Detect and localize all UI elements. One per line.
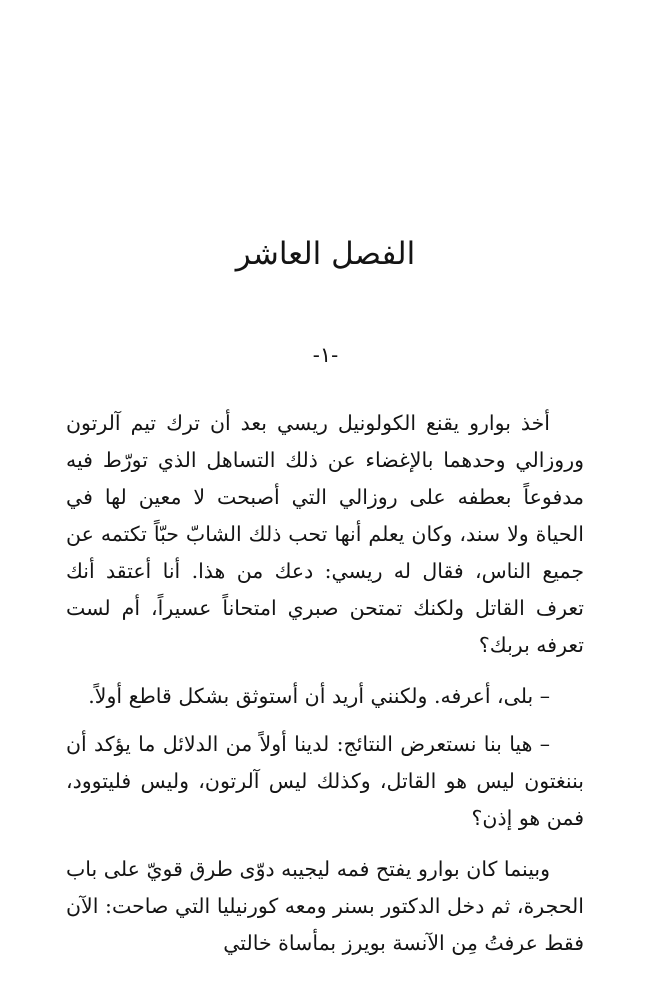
chapter-title: الفصل العاشر bbox=[235, 236, 416, 272]
paragraph: أخذ بوارو يقنع الكولونيل ريسي بعد أن ترك تيم آلرتون وروزالي وحدهما بالإغضاء عن ذلك التساهل الذي تورّط فيه مدفوعاً بعطفه على روزالي التي أصبحت لا معين لها في الحياة ولا سند، وكان يعلم أنها تحب ذلك الشابّ حبّاً تكتمه عن جميع الناس، فقال له ريسي: دعك من هذا. أنا أعتقد أنك تعرف القاتل ولكنك تمتحن صبري امتحاناً عسيراً، أم لست تعرفه بربك؟ bbox=[66, 411, 584, 657]
paragraph: – بلى، أعرفه. ولكنني أريد أن أستوثق بشكل قاطع أولاً. bbox=[88, 684, 550, 708]
paragraph: وبينما كان بوارو يفتح فمه ليجيبه دوّى طرق قويّ على باب الحجرة، ثم دخل الدكتور بسنر ومعه كورنيليا التي صاحت: الآن فقط عرفتُ مِن الآنسة بويرز بمأساة خالتي bbox=[66, 857, 584, 955]
section-number: -١- bbox=[312, 343, 339, 367]
body-text bbox=[66, 405, 584, 962]
paragraph: – هيا بنا نستعرض النتائج: لدينا أولاً من الدلائل ما يؤكد أن بننغتون ليس هو القاتل، وكذلك ليس آلرتون، وليس فليتوود، فمن هو إذن؟ bbox=[66, 732, 584, 830]
